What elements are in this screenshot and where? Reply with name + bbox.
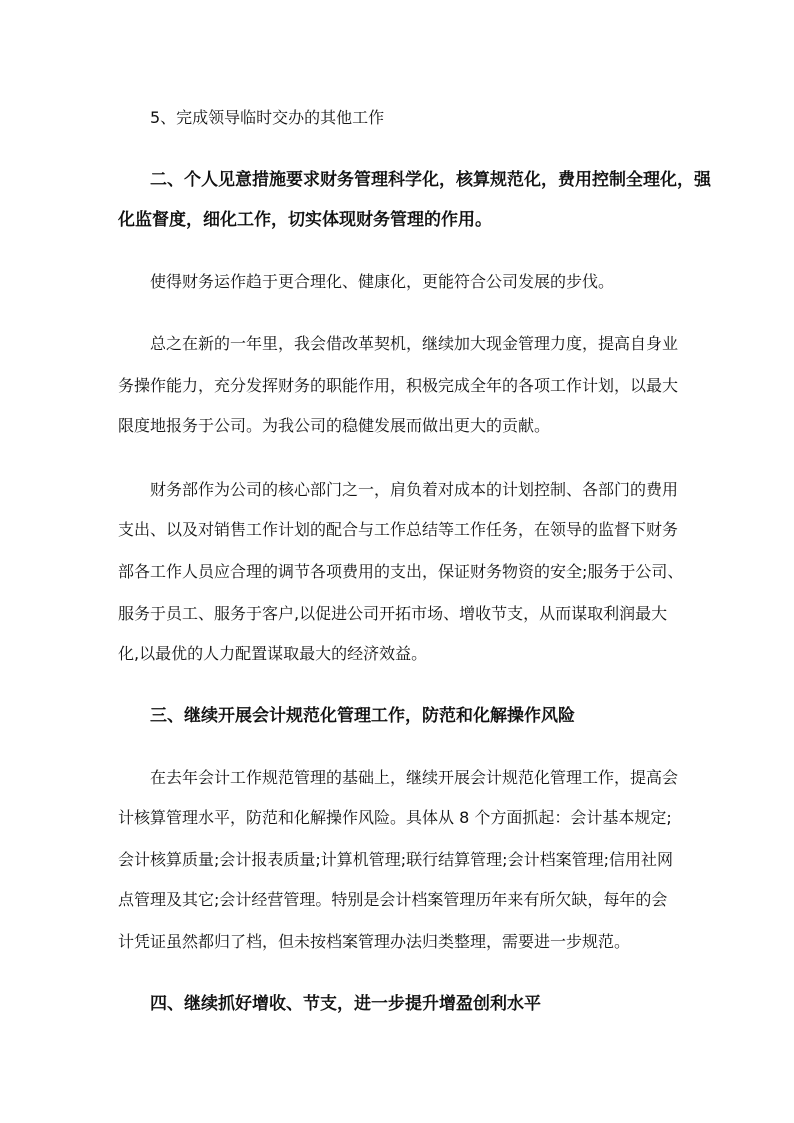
paragraph-4-line-4: 点管理及其它;会计经营管理。特别是会计档案管理历年来有所欠缺，每年的会 bbox=[118, 890, 668, 909]
section-heading-4: 四、继续抓好增收、节支，进一步提升增盈创利水平 bbox=[150, 994, 541, 1014]
list-item-5: 5、完成领导临时交办的其他工作 bbox=[150, 108, 385, 127]
paragraph-3-line-3: 部各工作人员应合理的调节各项费用的支出，保证财务物资的安全;服务于公司、 bbox=[118, 562, 684, 581]
paragraph-4-line-1: 在去年会计工作规范管理的基础上，继续开展会计规范化管理工作，提高会 bbox=[150, 768, 679, 787]
section-heading-3: 三、继续开展会计规范化管理工作，防范和化解操作风险 bbox=[150, 706, 575, 726]
paragraph-2-line-1: 总之在新的一年里，我会借改革契机，继续加大现金管理力度，提高自身业 bbox=[150, 334, 679, 353]
paragraph-3-line-4: 服务于员工、服务于客户,以促进公司开拓市场、增收节支，从而谋取利润最大 bbox=[118, 604, 668, 623]
paragraph-1-line-1: 使得财务运作趋于更合理化、健康化，更能符合公司发展的步伐。 bbox=[150, 272, 615, 291]
paragraph-4-line-3: 会计核算质量;会计报表质量;计算机管理;联行结算管理;会计档案管理;信用社网 bbox=[118, 850, 673, 869]
paragraph-2-line-2: 务操作能力，充分发挥财务的职能作用，积极完成全年的各项工作计划，以最大 bbox=[118, 376, 679, 395]
paragraph-3-line-5: 化,以最优的人力配置谋取最大的经济效益。 bbox=[118, 644, 428, 663]
section-heading-2-line-1: 二、个人见意措施要求财务管理科学化，核算规范化，费用控制全理化，强 bbox=[150, 170, 711, 190]
paragraph-3-line-2: 支出、以及对销售工作计划的配合与工作总结等工作任务，在领导的监督下财务 bbox=[118, 520, 679, 539]
paragraph-2-line-3: 限度地报务于公司。为我公司的稳健发展而做出更大的贡献。 bbox=[118, 416, 551, 435]
paragraph-3-line-1: 财务部作为公司的核心部门之一，肩负着对成本的计划控制、各部门的费用 bbox=[150, 480, 679, 499]
paragraph-4-line-2: 计核算管理水平，防范和化解操作风险。具体从 8 个方面抓起：会计基本规定; bbox=[118, 808, 672, 827]
section-heading-2-line-2: 化监督度，细化工作，切实体现财务管理的作用。 bbox=[118, 210, 492, 230]
paragraph-4-line-5: 计凭证虽然都归了档，但未按档案管理办法归类整理，需要进一步规范。 bbox=[118, 932, 631, 951]
